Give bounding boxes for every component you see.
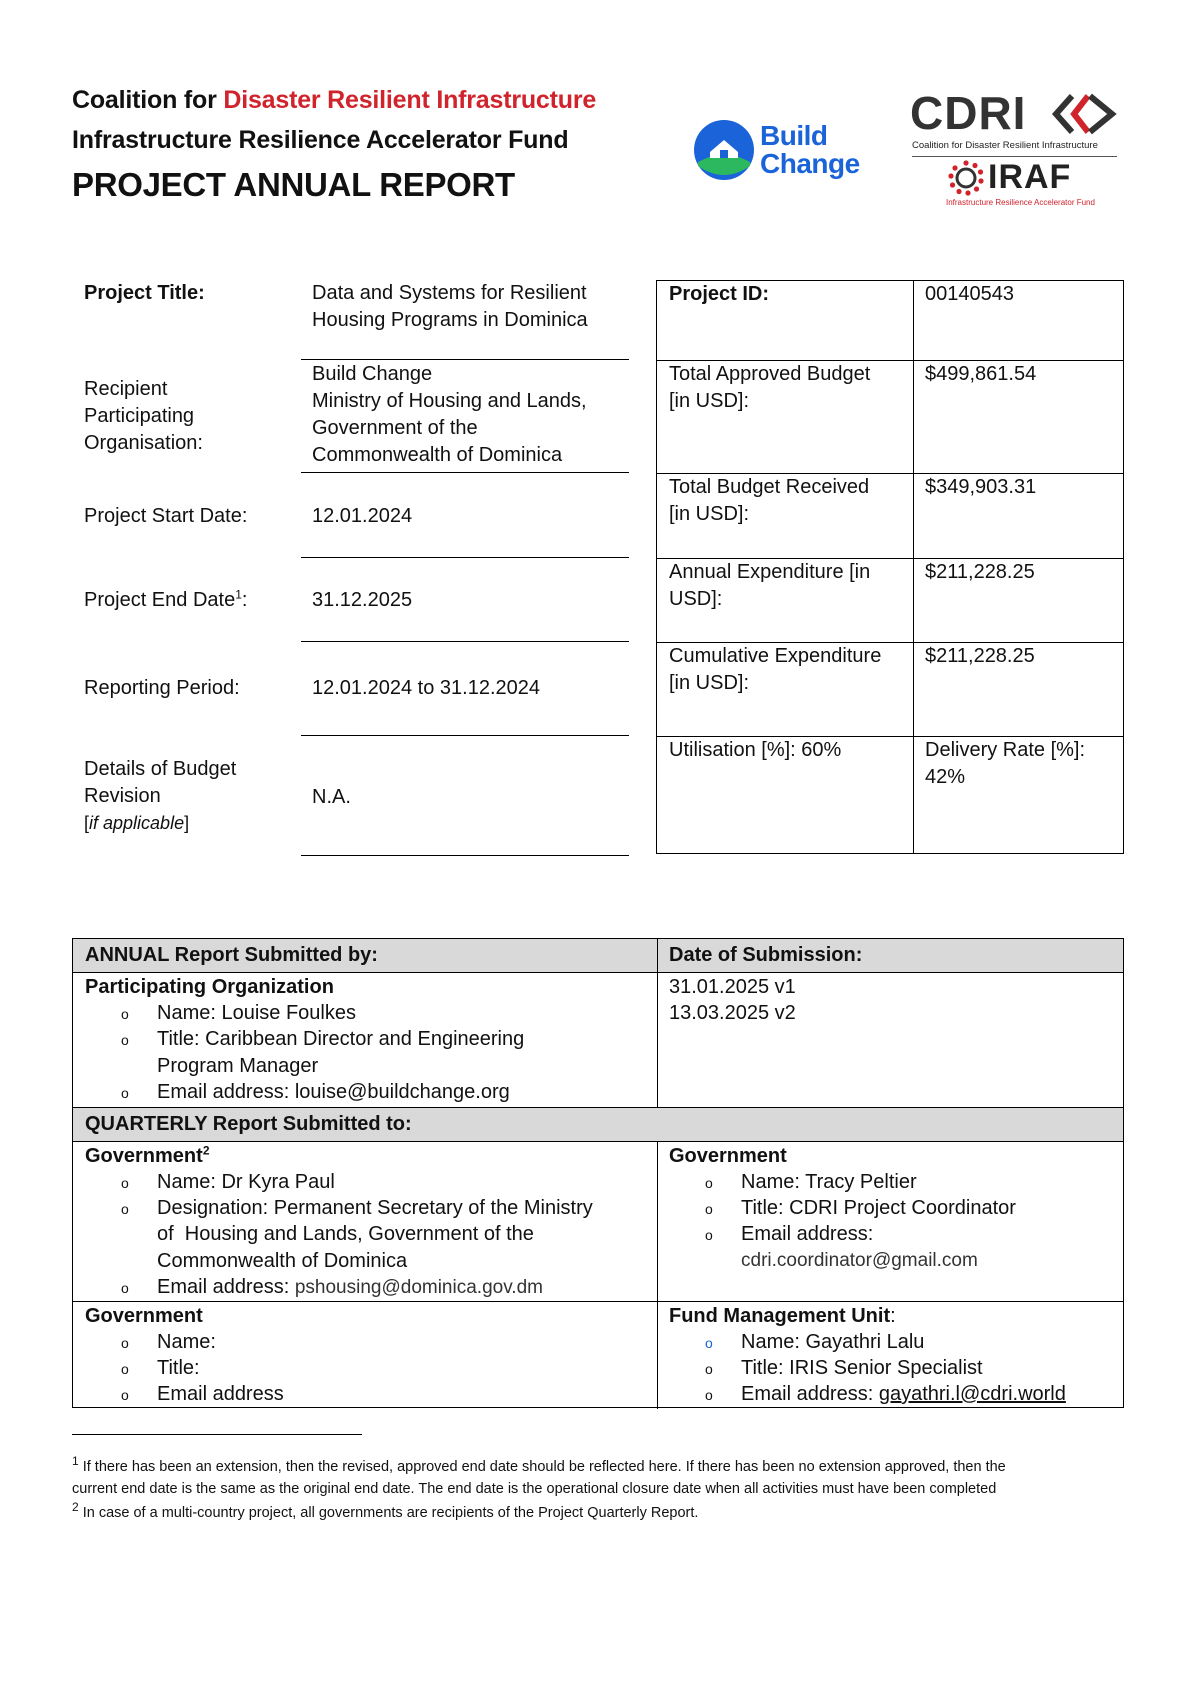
- budget-received-label-line-2: [in USD]:: [669, 503, 750, 525]
- recipient-label-line-2: Participating: [84, 405, 195, 427]
- bracket-open: [: [84, 813, 90, 833]
- row-divider: [73, 972, 1123, 973]
- row-divider: [73, 1141, 1123, 1142]
- org-contact-name: Name: Louise Foulkes: [157, 1002, 356, 1024]
- project-title-label: Project Title:: [84, 282, 205, 304]
- recipient-value-line-3: Government of the: [312, 417, 478, 439]
- start-date-value: 12.01.2024: [312, 505, 413, 527]
- header-coalition-prefix: Coalition for: [72, 86, 224, 114]
- reporting-period-value: 12.01.2024 to 31.12.2024: [312, 677, 540, 699]
- date-of-submission-header: Date of Submission:: [669, 944, 863, 966]
- annual-report-header: ANNUAL Report Submitted by:: [85, 944, 378, 966]
- end-date-label-colon: :: [241, 589, 248, 611]
- end-date-value: 31.12.2025: [312, 589, 413, 611]
- gov1-email-label: Email address:: [157, 1276, 295, 1298]
- approved-budget-label: [669, 361, 870, 415]
- gov3-heading: Government: [85, 1305, 203, 1327]
- bullet-icon: o: [705, 1387, 713, 1403]
- header-fund-name: Infrastructure Resilience Accelerator Fund: [72, 126, 569, 154]
- recipient-value-line-1: Build Change: [312, 363, 433, 385]
- start-date-label: Project Start Date:: [84, 505, 248, 527]
- budget-received-label: [669, 474, 869, 528]
- header-coalition-line: [72, 86, 596, 115]
- submission-date-1: 31.01.2025 v1: [669, 976, 796, 998]
- quarterly-report-header: QUARTERLY Report Submitted to:: [85, 1113, 412, 1135]
- gov3-name: Name:: [157, 1331, 216, 1353]
- cdri-divider: [912, 156, 1117, 157]
- project-title-value: [312, 280, 620, 334]
- bullet-icon: o: [705, 1361, 713, 1377]
- budget-table: [656, 280, 1124, 854]
- gov2-name: Name: Tracy Peltier: [741, 1171, 917, 1193]
- page-title: PROJECT ANNUAL REPORT: [72, 166, 515, 203]
- fmu-email-line: [741, 1381, 1066, 1408]
- submission-date-2: 13.03.2025 v2: [669, 1002, 796, 1024]
- gov1-email-link[interactable]: pshousing@dominica.gov.dm: [294, 1277, 543, 1298]
- footnote-ref-1[interactable]: 1: [235, 587, 242, 602]
- reporting-period-label: Reporting Period:: [84, 677, 240, 699]
- fmu-name: Name: Gayathri Lalu: [741, 1331, 925, 1353]
- annual-expenditure-value: $211,228.25: [925, 561, 1035, 583]
- if-applicable-note: if applicable: [89, 813, 185, 833]
- submission-table: [72, 938, 1124, 1408]
- cdri-iraf-logo: [910, 87, 1120, 210]
- column-divider: [913, 281, 914, 853]
- end-date-label-text: Project End Date: [84, 589, 236, 611]
- approved-budget-value: $499,861.54: [925, 363, 1037, 385]
- budget-revision-label-line-1: Details of Budget: [84, 758, 237, 780]
- budget-revision-label: [84, 756, 236, 837]
- fmu-heading: [669, 1303, 896, 1330]
- bullet-icon: o: [121, 1335, 129, 1351]
- bullet-icon: o: [705, 1335, 713, 1351]
- fmu-email-link[interactable]: gayathri.l@cdri.world: [878, 1383, 1066, 1405]
- gov3-title: Title:: [157, 1357, 200, 1379]
- gov1-designation-3: Commonwealth of Dominica: [157, 1250, 408, 1272]
- participating-org-heading: Participating Organization: [85, 976, 334, 998]
- row-divider: [301, 359, 629, 360]
- cdri-emblem-icon: [1050, 92, 1118, 136]
- gov1-heading: [85, 1143, 210, 1170]
- footnote-1-text-1: If there has been an extension, then the revised, approved end date should be reflected here. If there has been no extension approved, then the: [78, 1459, 1006, 1475]
- gov3-email: Email address: [157, 1383, 284, 1405]
- bullet-icon: o: [121, 1280, 129, 1296]
- bullet-icon: o: [705, 1175, 713, 1191]
- footnote-2-text: In case of a multi-country project, all governments are recipients of the Project Quarterly Report.: [78, 1505, 699, 1521]
- recipient-value: [312, 361, 587, 469]
- org-contact-title-2: Program Manager: [157, 1055, 319, 1077]
- gov2-heading: Government: [669, 1145, 787, 1167]
- annual-expenditure-label-line-1: Annual Expenditure [in: [669, 561, 871, 583]
- iraf-dotted-circle-icon: [948, 160, 984, 196]
- project-title-line-2: Housing Programs in Dominica: [312, 309, 588, 331]
- project-title-line-1: [312, 280, 620, 307]
- gov1-designation-1: Designation: Permanent Secretary of the Ministry: [157, 1197, 593, 1219]
- project-id-value: 00140543: [925, 283, 1014, 305]
- bullet-icon: o: [121, 1006, 129, 1022]
- footnote-2: [72, 1502, 698, 1524]
- footnote-1-line-2: current end date is the same as the original end date. The end date is the operational closure date when all activities must have been completed: [72, 1481, 997, 1497]
- column-divider: [657, 1141, 658, 1409]
- cumulative-expenditure-value: $211,228.25: [925, 645, 1035, 667]
- bullet-icon: o: [705, 1201, 713, 1217]
- build-change-word-1: Build: [760, 120, 828, 151]
- recipient-value-line-2: Ministry of Housing and Lands,: [312, 390, 587, 412]
- build-change-house-icon: [692, 118, 756, 182]
- cumulative-expenditure-label: [669, 643, 881, 697]
- utilisation-value: Utilisation [%]: 60%: [669, 739, 842, 761]
- row-divider: [301, 472, 629, 473]
- approved-budget-label-line-2: [in USD]:: [669, 390, 750, 412]
- annual-expenditure-label-line-2: USD]:: [669, 588, 723, 610]
- row-divider: [73, 1107, 1123, 1108]
- fmu-email-label: Email address:: [741, 1383, 879, 1405]
- gov1-name: Name: Dr Kyra Paul: [157, 1171, 335, 1193]
- end-date-label: [84, 587, 247, 614]
- delivery-rate-line-1: Delivery Rate [%]:: [925, 739, 1086, 761]
- bullet-icon: o: [121, 1175, 129, 1191]
- bullet-icon: o: [121, 1032, 129, 1048]
- gov2-email-label: Email address:: [741, 1223, 874, 1245]
- footnote-separator: [72, 1434, 362, 1435]
- footnote-2-mark: 2: [72, 1500, 79, 1515]
- build-change-wordmark: [760, 122, 860, 178]
- title-words-1: Data and Systems for Resilient: [312, 282, 587, 304]
- project-id-label: Project ID:: [669, 283, 770, 305]
- cdri-wordmark: CDRI: [910, 87, 1027, 139]
- footnote-ref-2[interactable]: 2: [202, 1143, 210, 1158]
- footnote-1-mark: 1: [72, 1454, 79, 1469]
- recipient-label-line-3: Organisation:: [84, 432, 203, 454]
- gov2-title: Title: CDRI Project Coordinator: [741, 1197, 1016, 1219]
- recipient-label-line-1: Recipient: [84, 378, 168, 400]
- budget-revision-label-line-2: Revision: [84, 785, 161, 807]
- delivery-rate-value: [925, 737, 1085, 791]
- gov2-email-link[interactable]: cdri.coordinator@gmail.com: [741, 1250, 978, 1271]
- org-contact-title-1: Title: Caribbean Director and Engineering: [157, 1028, 525, 1050]
- row-divider: [301, 735, 629, 736]
- row-divider: [301, 641, 629, 642]
- approved-budget-label-line-1: Total Approved Budget: [669, 363, 871, 385]
- build-change-word-2: Change: [760, 148, 860, 179]
- delivery-rate-line-2: 42%: [925, 766, 966, 788]
- build-change-logo: [692, 118, 892, 188]
- bullet-icon: o: [121, 1085, 129, 1101]
- footnote-1-line-1: [72, 1456, 1006, 1478]
- cumulative-expenditure-label-line-2: [in USD]:: [669, 672, 750, 694]
- fmu-heading-text: Fund Management Unit: [669, 1305, 891, 1327]
- bracket-close: ]: [184, 813, 190, 833]
- budget-received-label-line-1: Total Budget Received: [669, 476, 870, 498]
- budget-received-value: $349,903.31: [925, 476, 1037, 498]
- fmu-heading-colon: :: [890, 1305, 896, 1327]
- bullet-icon: o: [121, 1201, 129, 1217]
- org-contact-email: Email address: louise@buildchange.org: [157, 1081, 510, 1103]
- bullet-icon: o: [705, 1227, 713, 1243]
- annual-expenditure-label: [669, 559, 870, 613]
- row-divider: [301, 855, 629, 856]
- iraf-wordmark: IRAF: [988, 158, 1072, 196]
- gov1-heading-text: Government: [85, 1145, 203, 1167]
- bullet-icon: o: [121, 1387, 129, 1403]
- fmu-title: Title: IRIS Senior Specialist: [741, 1357, 983, 1379]
- bullet-icon: o: [121, 1361, 129, 1377]
- cdri-tagline: Coalition for Disaster Resilient Infrastructure: [912, 140, 1098, 151]
- cumulative-expenditure-label-line-1: Cumulative Expenditure: [669, 645, 882, 667]
- budget-revision-label-line-3: [84, 810, 236, 837]
- gov1-email-line: [157, 1274, 543, 1302]
- header-coalition-highlight: Disaster Resilient Infrastructure: [223, 86, 597, 114]
- row-divider: [301, 557, 629, 558]
- gov1-designation-2: of Housing and Lands, Government of the: [157, 1223, 534, 1245]
- iraf-tagline: Infrastructure Resilience Accelerator Fund: [946, 198, 1095, 207]
- column-divider: [657, 939, 658, 1108]
- recipient-value-line-4: Commonwealth of Dominica: [312, 444, 563, 466]
- budget-revision-value: N.A.: [312, 786, 351, 808]
- recipient-label: [84, 376, 203, 457]
